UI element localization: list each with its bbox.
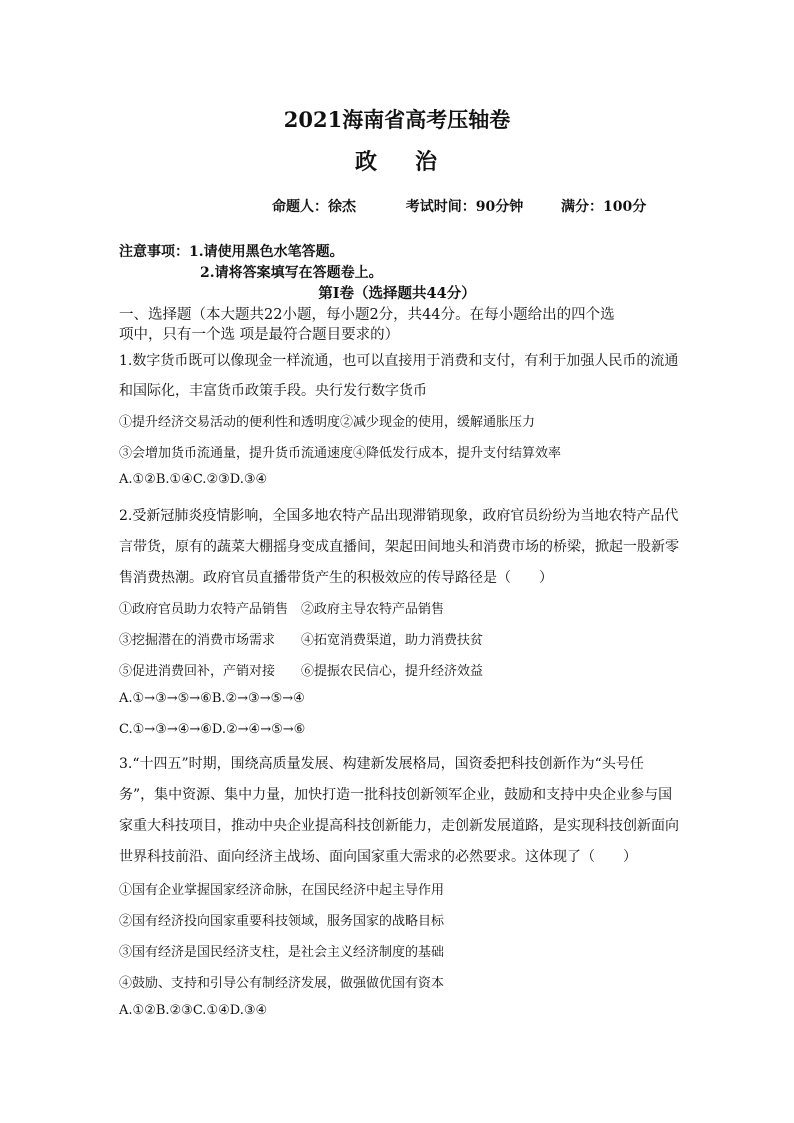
exam-meta	[272, 196, 646, 216]
section-intro-line-1: 一、选择题（本大题共22小题，每小题2分，共44分。在每小题给出的四个选	[119, 307, 615, 323]
q3-stem-line-4: 世界科技前沿、面向经济主战场、面向国家重大需求的必然要求。这体现了（ ）	[119, 849, 637, 865]
q2-option-line-3: ⑤促进消费回补，产销对接 ⑥提振农民信心，提升经济效益	[119, 664, 484, 679]
q2-option-line-1: ①政府官员助力农特产品销售 ②政府主导农特产品销售	[119, 602, 445, 617]
subject-char-2: 治	[415, 149, 440, 175]
q1-choices: A.①②B.①④C.②③D.③④	[119, 472, 268, 487]
exam-score: 满分：100分	[560, 199, 647, 215]
notice-line-1: 注意事项：1.请使用黑色水笔答题。	[119, 244, 344, 260]
q3-stem-line-3: 家重大科技项目，推动中央企业提高科技创新能力，走创新发展道路，是实现科技创新面向	[119, 818, 679, 834]
exam-author: 命题人：徐杰	[272, 199, 356, 215]
q3-option-line-1: ①国有企业掌握国家经济命脉，在国民经济中起主导作用	[119, 883, 445, 898]
q3-stem-line-2: 务”，集中资源、集中力量，加快打造一批科技创新领军企业，鼓励和支持中央企业参与国	[119, 787, 673, 803]
q3-choices: A.①②B.②③C.①④D.③④	[119, 1003, 268, 1018]
q1-option-line-1: ①提升经济交易活动的便利性和透明度②减少现金的使用，缓解通胀压力	[119, 415, 536, 430]
q3-stem-line-1: 3.“十四五”时期，围绕高质量发展、构建新发展格局，国资委把科技创新作为“头号任	[119, 756, 644, 772]
q3-option-line-4: ④鼓励、支持和引导公有制经济发展，做强做优国有资本	[119, 976, 445, 991]
q2-choices-line-2: C.①→③→④→⑥D.②→④→⑤→⑥	[119, 722, 306, 737]
q1-stem-line-2: 和国际化，丰富货币政策手段。央行发行数字货币	[119, 383, 427, 399]
q2-stem-line-1: 2.受新冠肺炎疫情影响，全国多地农特产品出现滞销现象，政府官员纷纷为当地农特产品代	[119, 508, 679, 524]
notice-line-2: 2.请将答案填写在答题卷上。	[200, 265, 383, 281]
q3-option-line-3: ③国有经济是国民经济支柱，是社会主义经济制度的基础	[119, 945, 445, 960]
section-intro-line-2: 项中，只有一个选 项是最符合题目要求的）	[119, 327, 400, 343]
exam-title: 2021海南省高考压轴卷	[283, 107, 511, 132]
q2-choices-line-1: A.①→③→⑤→⑥B.②→③→⑤→④	[119, 691, 305, 706]
exam-time: 考试时间：90分钟	[405, 199, 524, 215]
q2-stem-line-3: 售消费热潮。政府官员直播带货产生的积极效应的传导路径是（ ）	[119, 570, 553, 586]
subject-char-1: 政	[354, 149, 379, 175]
q2-option-line-2: ③挖掘潜在的消费市场需求 ④拓宽消费渠道，助力消费扶贫	[119, 633, 484, 648]
section-heading: 第Ⅰ卷（选择题共44分）	[318, 285, 476, 302]
subject-heading	[0, 145, 794, 176]
q1-option-line-2: ③会增加货币流通量，提升货币流通速度④降低发行成本，提升支付结算效率	[119, 446, 562, 461]
q3-option-line-2: ②国有经济投向国家重要科技领域，服务国家的战略目标	[119, 914, 445, 929]
q1-stem-line-1: 1.数字货币既可以像现金一样流通，也可以直接用于消费和支付，有利于加强人民币的流通	[119, 353, 679, 369]
q2-stem-line-2: 言带货，原有的蔬菜大棚摇身变成直播间，架起田间地头和消费市场的桥梁，掀起一股新零	[119, 539, 679, 555]
